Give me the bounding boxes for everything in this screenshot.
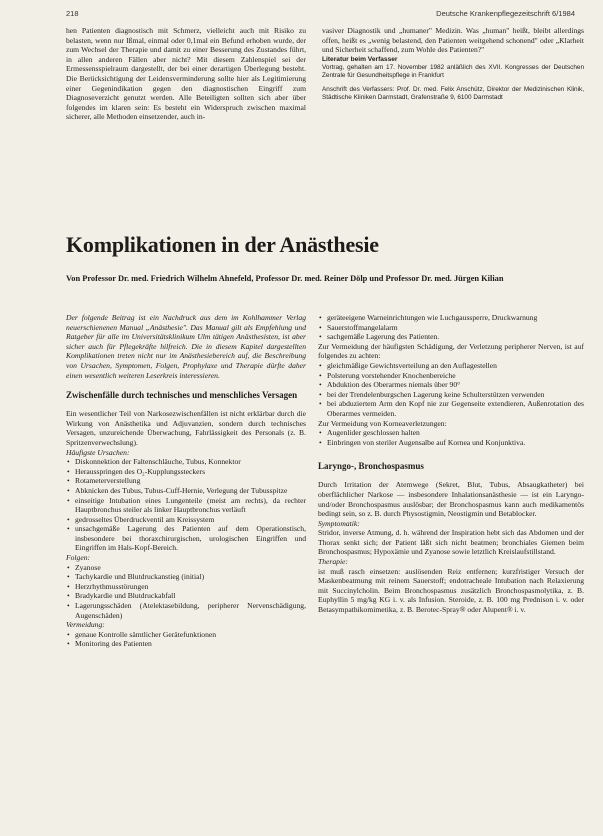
paragraph: ist muß rasch einsetzen: auslösenden Reiz entfernen; kurzfristiger Versuch der Maskenbeatmung mit reinem Sauerstoff; endotracheale Intubation nach Relaxierung mit Succinylcholin. Beim Bronchospasmus zusätzlich Bronchospasmolytika, z. B. Euphyllin 5 mg/kg KG i. v. als Infusion. Steroide, z. B. 100 mg Prednison i. v. oder Betasympathikomimetika, z. B. Berotec-Spray® oder Alupent® i. v. [318,566,584,615]
nerve-list [318,361,584,419]
paragraph: Zur Vermeidung der häufigsten Schädigung, der Verletzung peripherer Nerven, ist auf folgendes zu achten: [318,341,584,361]
paragraph: Stridor, inverse Atmung, d. h. während der Inspiration hebt sich das Abdomen und der Thorax senkt sich; der Patient läßt sich nicht beatmen; bronchiales Giemen beim Bronchospasmus; Hypoxämie und Zyanose sowie letztlich Kreislaufstillstand. [318,528,584,557]
subheading-causes: Häufigste Ursachen: [66,447,130,457]
list-item: • bei abduziertem Arm den Kopf nie zur Gegenseite extendieren, Außenrotation des Oberarmes vermeiden. [318,399,584,418]
list-item: • Monitoring des Patienten [66,639,306,649]
previous-article-text-left [66,26,306,122]
list-item: • bei der Trendelenburgschen Lagerung keine Schulterstützen verwenden [318,390,584,400]
consequences-list [66,563,306,621]
list-item: • Sauerstoffmangelalarm [318,323,584,333]
list-item: • Rotameterverstellung [66,476,306,486]
list-item: • Diskonnektion der Faltenschläuche, Tubus, Konnektor [66,457,306,467]
article-intro: Der folgende Beitrag ist ein Nachdruck aus dem im Kohlhammer Verlag neuerschienenen Manual „Anästhesie". Das Manual gilt als Empfehlung und Ratgeber für alle im Universitätsklinikum Ulm tätigen Anästhesisten, ist aber sicher auch für Pflegekräfte hilfreich. Die in diesem Kapitel dargestellten Komplikationen treten nicht nur im Anästhesiebereich auf, die Beschreibung von Ursachen, Symptomen, Folgen, Prophylaxe und Therapie dürfte daher einen wesentlich weiteren Leserkreis interessieren. [66,313,306,380]
article-title: Komplikationen in der Anästhesie [66,232,379,257]
previous-article-text-right [322,26,584,102]
causes-list [66,457,306,553]
list-item: • genaue Kontrolle sämtlicher Gerätefunktionen [66,630,306,640]
paragraph: hen Patienten diagnostisch mit Schmerz, vielleicht auch mit Risiko zu belasten, wenn nur Ißmal, einmal oder 0,1mal ein Befund erhoben wurde, der zum Wechsel der Therapie und damit zu einer Besserung des Zustandes führt, in allen anderen Fällen aber nicht? Mit diesem Zahlenspiel sei der Ermessensspielraum dargestellt, der bei einer derartigen Überlegung besteht. Die Berücksichtigung der Leidensverminderung sollte hier als Legitimierung einer Gegenindikation gegen den diagnostischen Eingriff zum Diagnoseverzicht genutzt werden. Alle Beteiligten sollten sich aber über folgendes im klaren sein: Es besteht ein Widerspruch zwischen maximal sicherer, alle Methoden einsetzender, auch in- [66,26,306,122]
article-column-right [318,313,584,615]
list-item: • geräteeigene Warneinrichtungen wie Luchgaussperre, Druckwarnung [318,313,584,323]
list-item: • Augenlider geschlossen halten [318,428,584,438]
lecture-note: Vortrag, gehalten am 17. November 1982 anläßlich des XVII. Kongresses der Deutschen Zentrale für Gesundheitspflege in Frankfurt [322,64,584,80]
list-item: • gedrosseltes Überdruckventil am Kreissystem [66,515,306,525]
list-item: • Zyanose [66,563,306,573]
subheading-symptoms: Symptomatik: [318,518,360,528]
list-item: • Herausspringen des O₂-Kupplungssteckers [66,467,306,477]
list-item: • Polsterung vorstehender Knochenbereiche [318,371,584,381]
subheading-prevention: Vermeidung: [66,620,105,630]
cornea-list [318,428,584,447]
article-authors: Von Professor Dr. med. Friedrich Wilhelm Ahnefeld, Professor Dr. med. Reiner Dölp und Professor Dr. med. Jürgen Kilian [66,274,504,283]
prevention-list [66,630,306,649]
section-heading: Zwischenfälle durch technisches und menschliches Versagen [66,390,298,401]
list-item: • Abknicken des Tubus, Tubus-Cuff-Hernie, Verlegung der Tubusspitze [66,486,306,496]
section-heading: Laryngo-, Bronchospasmus [318,461,424,472]
list-item: • Herzrhythmusstörungen [66,582,306,592]
paragraph: Durch Irritation der Atemwege (Sekret, Blut, Tubus, Absaugkatheter) bei oberflächlicher Narkose — insbesondere Inhalationsanästhesie — ist ein Laryngo- und/oder Bronchospasmus auslösbar; der Bronchospasmus kann auch medikamentös bedingt sein, so z. B. durch Physostigmin, Neostigmin und Betablocker. [318,480,584,519]
author-address: Anschrift des Verfassers: Prof. Dr. med. Felix Anschütz, Direktor der Medizinischen Klinik, Städtische Kliniken Darmstadt, Grafenstraße 9, 6100 Darmstadt [322,86,584,102]
list-item: • Tachykardie und Blutdruckanstieg (initial) [66,572,306,582]
article-column-left [66,313,306,649]
literature-note: Literatur beim Verfasser [322,55,398,63]
warning-list [318,313,584,342]
list-item: • Bradykardie und Blutdruckabfall [66,591,306,601]
journal-header: Deutsche Krankenpflegezeitschrift 6/1984 [436,9,575,18]
list-item: • unsachgemäße Lagerung des Patienten auf dem Operationstisch, insbesondere bei thoraxchirurgischen, urologischen Eingriffen und Eingriffen im Hals-Kopf-Bereich. [66,524,306,553]
subheading-consequences: Folgen: [66,553,91,563]
paragraph: vasiver Diagnostik und „humaner" Medizin. Was „human" heißt, bleibt allerdings offen, heißt es „wenig belastend, den Patienten weitgehend schonend" oder „Klarheit und Sicherheit schaffend, zum Wohle des Patienten?" [322,26,584,55]
list-item: • Einbringen von steriler Augensalbe auf Kornea und Konjunktiva. [318,438,584,448]
subheading-therapy: Therapie: [318,557,348,567]
list-item: • einseitige Intubation eines Lungenteile (meist am rechts), da rechter Hauptbronchus steiler als linker Hauptbronchus verläuft [66,496,306,515]
paragraph: Ein wesentlicher Teil von Narkosezwischenfällen ist nicht erklärbar durch die Wirkung von Anästhetika und Adjuvanzien, sondern durch technisches Versagen, unzureichende Überwachung, Fahrlässigkeit des Personals (z. B. Spritzenverwechslung). [66,409,306,447]
list-item: • sachgemäße Lagerung des Patienten. [318,332,584,342]
list-item: • Abduktion des Oberarmes niemals über 90° [318,380,584,390]
list-item: • gleichmäßige Gewichtsverteilung an den Auflagestellen [318,361,584,371]
paragraph: Zur Vermeidung von Korneaverletzungen: [318,418,447,428]
page-number: 218 [66,9,79,18]
list-item: • Lagerungsschäden (Atelektasebildung, peripherer Nervenschädigung, Augenschäden) [66,601,306,620]
